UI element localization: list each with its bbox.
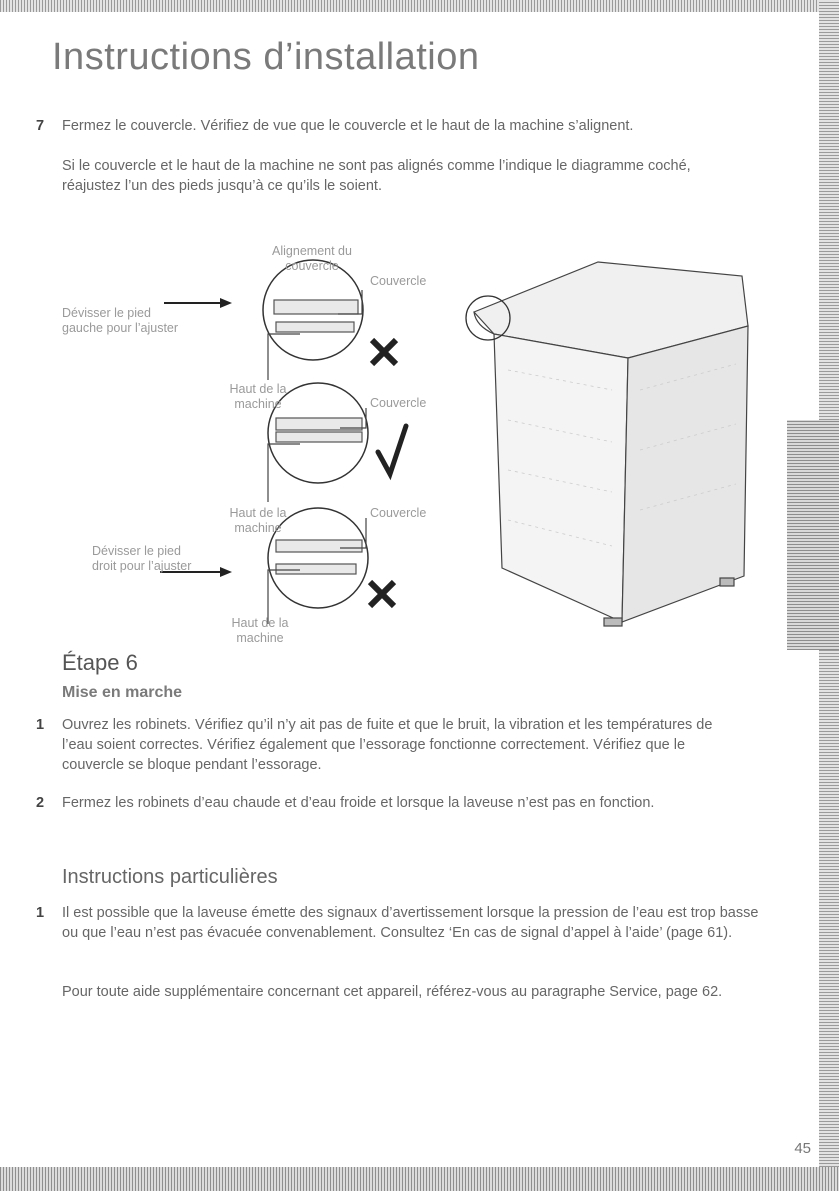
cross-icon: [370, 582, 394, 606]
list-item: Fermez les robinets d’eau chaude et d’eau froide et lorsque la laveuse n’est pas en fonction.: [62, 795, 655, 811]
top-label: Haut de la machine: [229, 506, 287, 535]
bottom-scan-border: [0, 1167, 839, 1191]
lid-label: Couvercle: [370, 506, 427, 520]
top-slab-2: [276, 432, 362, 442]
alignment-diagram-svg: [0, 230, 839, 660]
cross-icon: [372, 340, 396, 364]
lid-label: Couvercle: [370, 396, 427, 410]
lid-slab-3: [276, 540, 362, 552]
step-note: Si le couvercle et le haut de la machine ne sont pas alignés comme l’indique le diagramme coché, réajustez l’un des pieds jusqu’à ce qu’ils le soient.: [62, 158, 691, 194]
washer-illustration: [474, 262, 748, 626]
top-scan-border: [0, 0, 839, 12]
check-icon: [378, 426, 406, 474]
list-number: 2: [36, 795, 45, 811]
alignment-label: Alignement du couvercle: [272, 244, 352, 273]
right-foot-label: Dévisser le pied droit pour l’ajuster: [92, 544, 192, 573]
lid-label: Couvercle: [370, 274, 427, 288]
page-title: Instructions d’installation: [52, 36, 480, 78]
step-subheading: Mise en marche: [62, 684, 183, 701]
top-slab-1: [276, 322, 354, 332]
alignment-diagram: [0, 230, 839, 660]
left-foot-label: Dévisser le pied gauche pour l’ajuster: [62, 306, 179, 335]
top-slab-3: [276, 564, 356, 574]
step-heading: Étape 6: [62, 650, 138, 675]
top-label: Haut de la machine: [229, 382, 287, 411]
page-number: 45: [794, 1140, 811, 1157]
top-label: Haut de la machine: [231, 616, 289, 645]
list-number: 1: [36, 905, 45, 921]
footer-note: Pour toute aide supplémentaire concernant cet appareil, référez-vous au paragraphe Service, page 62.: [62, 984, 723, 1000]
step-number: 7: [36, 118, 45, 134]
list-item: Il est possible que la laveuse émette des signaux d’avertissement lorsque la pression de l’eau est trop basse ou que l’eau n’est pas évacuée convenablement. Consultez ‘En cas de signal d’appel à l’aide’ (page 61).: [62, 905, 759, 941]
section-heading: Instructions particulières: [62, 866, 278, 888]
step-text: Fermez le couvercle. Vérifiez de vue que le couvercle et le haut de la machine s’alignent.: [62, 118, 634, 134]
list-item: Ouvrez les robinets. Vérifiez qu’il n’y ait pas de fuite et que le bruit, la vibration et les températures de l’eau soient correctes. Vérifiez également que l’essorage fonctionne correctement. Vérifiez que le couvercle se bloque pendant l’essorage.: [62, 717, 713, 773]
lid-slab-1: [274, 300, 358, 314]
list-number: 1: [36, 717, 45, 733]
